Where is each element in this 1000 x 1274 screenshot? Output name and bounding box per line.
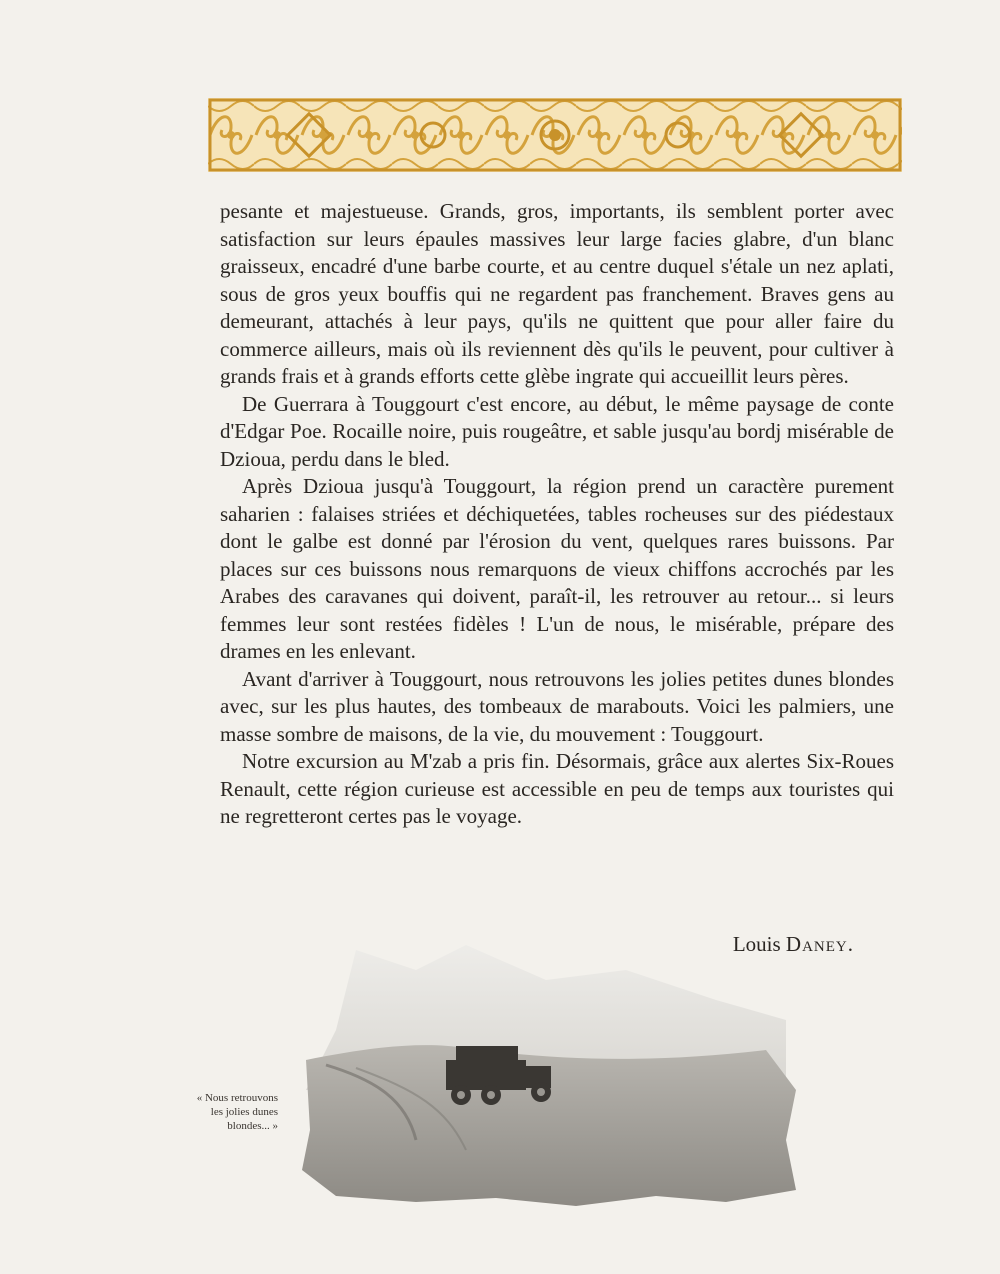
author-first-name: Louis [732,932,781,956]
paragraph: De Guerrara à Touggourt c'est encore, au début, le même paysage de conte d'Edgar Poe. Rocaille noire, puis rougeâtre, et sable jusqu'au bordj misérable de Dzioua, perdu dans le bled. [220,391,894,471]
paragraph: Avant d'arriver à Touggourt, nous retrouvons les jolies petites dunes blondes avec, sur les plus hautes, des tombeaux de marabouts. Voici les palmiers, une masse sombre de maisons, de la vie, du mouvement : Touggourt. [220,666,894,746]
paragraph: pesante et majestueuse. Grands, gros, importants, ils semblent porter avec satisfaction sur leurs épaules massives leur large facies glabre, d'un blanc graisseux, encadré d'une barbe courte, et au centre duquel s'étale un nez aplati, sous de gros yeux bouffis qui ne regardent pas franchement. Braves gens au demeurant, attachés à leur pays, qu'ils ne quittent que pour aller faire du commerce ailleurs, mais où ils reviennent dès qu'ils le peuvent, pour cultiver à grands frais et à grands efforts cette glèbe ingrate qui accueillit leurs pères. [220,199,894,388]
caption-line: blondes... » [227,1120,278,1132]
paragraph: Après Dzioua jusqu'à Touggourt, la région prend un caractère purement saharien : falaises striées et déchiquetées, tables rocheuses sur des piédestaux dont le galbe est donné par l'érosion du vent, quelques rares buissons. Par places sur ces buissons nous remarquons de vieux chiffons accrochés par les Arabes des caravanes qui doivent, paraît-il, les retrouver au retour... si leurs femmes leur sont restées fidèles ! L'un de nous, le misérable, prépare des drames en les enlevant. [220,474,894,663]
caption-line: les jolies dunes [210,1106,278,1118]
article-body [220,198,894,831]
arabesque-border-icon [208,98,902,172]
signature-period: . [847,932,853,956]
author-last-name: Daney [785,932,848,956]
caption-line: « Nous retrouvons [196,1092,278,1104]
desert-vehicle-photo [296,940,804,1210]
photo-caption [148,1091,278,1133]
paragraph: Notre excursion au M'zab a pris fin. Désormais, grâce aux alertes Six-Roues Renault, cette région curieuse est accessible en peu de temps aux touristes qui ne regretteront certes pas le voyage. [220,749,894,828]
